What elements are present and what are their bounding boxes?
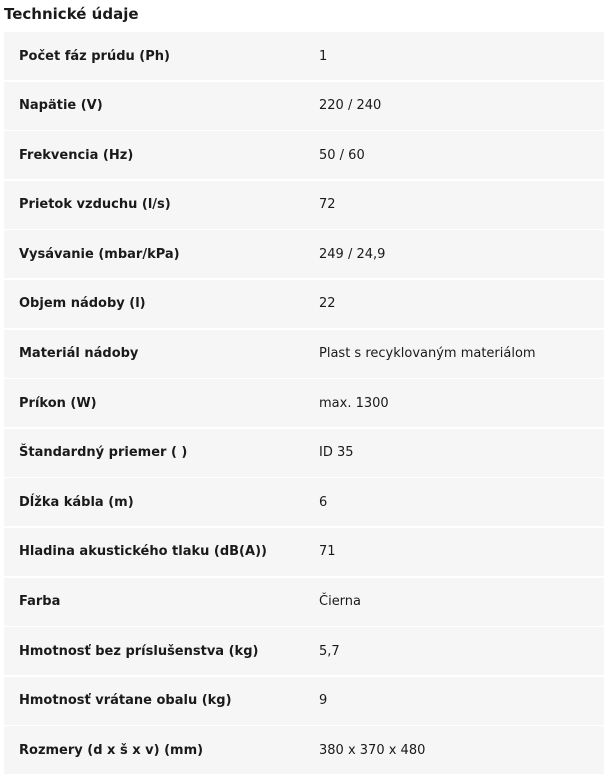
spec-label: Vysávanie (mbar/kPa): [19, 246, 180, 262]
spec-label: Hmotnosť vrátane obalu (kg): [19, 693, 232, 709]
spec-value: 1: [319, 48, 328, 64]
spec-row: [4, 528, 604, 576]
spec-value: Plast s recyklovaným materiálom: [319, 346, 536, 362]
spec-label: Hmotnosť bez príslušenstva (kg): [19, 643, 259, 659]
specs-table: [4, 32, 604, 776]
spec-row: [4, 280, 604, 328]
spec-label: Počet fáz prúdu (Ph): [19, 48, 170, 64]
spec-label: Napätie (V): [19, 98, 103, 114]
spec-value: Čierna: [319, 594, 362, 610]
spec-label: Štandardný priemer ( ): [19, 445, 188, 461]
spec-row: [4, 32, 604, 80]
spec-value: ID 35: [319, 445, 354, 461]
spec-row: [4, 330, 604, 378]
spec-label: Objem nádoby (l): [19, 296, 146, 312]
spec-label: Rozmery (d x š x v) (mm): [19, 742, 204, 758]
spec-row: [4, 478, 604, 526]
spec-value: 50 / 60: [319, 147, 365, 163]
spec-value: 6: [319, 494, 328, 510]
spec-row: [4, 726, 604, 774]
spec-row: [4, 230, 604, 278]
spec-row: [4, 82, 604, 130]
spec-row: [4, 627, 604, 675]
spec-label: Materiál nádoby: [19, 346, 139, 362]
spec-row: [4, 578, 604, 626]
spec-row: [4, 181, 604, 229]
spec-value: 22: [319, 296, 336, 312]
spec-label: Hladina akustického tlaku (dB(A)): [19, 544, 267, 560]
spec-value: 220 / 240: [319, 98, 382, 114]
spec-value: 71: [319, 544, 336, 560]
spec-row: [4, 677, 604, 725]
spec-label: Prietok vzduchu (l/s): [19, 197, 171, 213]
spec-value: 249 / 24,9: [319, 246, 386, 262]
spec-value: 9: [319, 693, 328, 709]
spec-label: Príkon (W): [19, 395, 97, 411]
spec-value: max. 1300: [319, 395, 389, 411]
spec-value: 380 x 370 x 480: [319, 742, 426, 758]
spec-label: Farba: [19, 594, 61, 610]
section-title: Technické údaje: [4, 5, 139, 23]
spec-row: [4, 131, 604, 179]
spec-value: 72: [319, 197, 336, 213]
spec-label: Frekvencia (Hz): [19, 147, 134, 163]
spec-row: [4, 429, 604, 477]
spec-value: 5,7: [319, 643, 340, 659]
spec-label: Dĺžka kábla (m): [19, 494, 134, 510]
spec-row: [4, 379, 604, 427]
